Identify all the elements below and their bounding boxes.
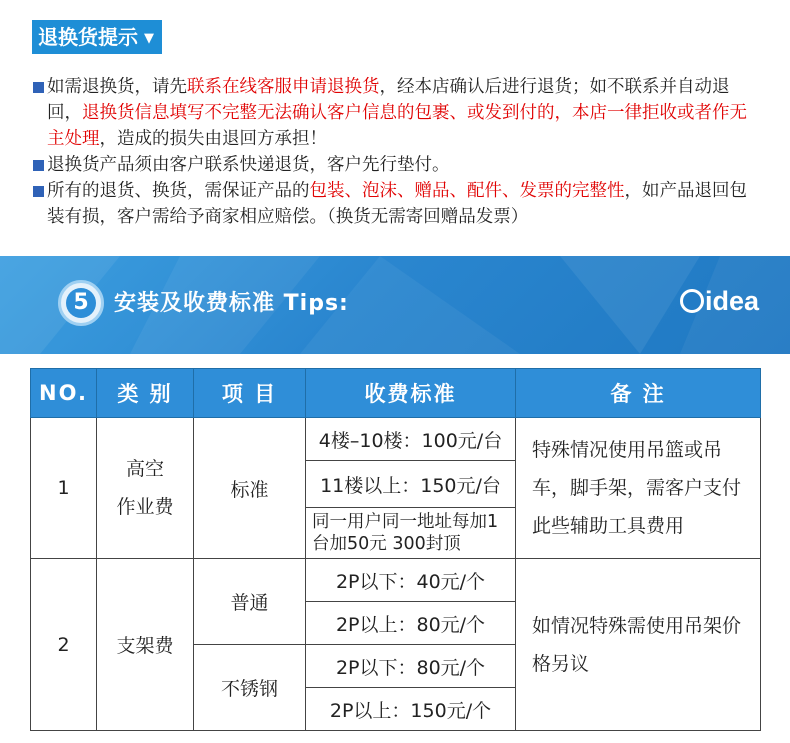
row-number: 1 [31,418,97,559]
notice-item [33,152,758,178]
square-bullet-icon [33,82,44,93]
header-category: 类 别 [97,369,194,418]
notice-text: 退换货产品须由客户联系快递退货，客户先行垫付。 [47,155,450,175]
step-number: 5 [66,288,96,318]
notice-highlight: 退换货信息填写不完整无法确认客户信息的包裹、或发到付的，本店一律拒收或者作无主处理 [47,103,747,149]
header-no: NO. [31,369,97,418]
notice-item [33,74,758,152]
fee-table [30,368,761,731]
dropdown-arrow-icon: ▼ [144,31,154,46]
midea-logo [680,286,759,317]
square-bullet-icon [33,186,44,197]
brand-text: idea [705,286,760,316]
row-note: 如情况特殊需使用吊架价格另议 [516,559,761,731]
header-fee: 收费标准 [306,369,516,418]
table-header-row [31,369,761,418]
notice-text: 如需退换货，请先 [47,77,187,97]
notice-text: 所有的退货、换货，需保证产品的 [47,181,310,201]
notice-highlight: 包装、泡沫、赠品、配件、发票的完整性 [309,181,625,201]
row-category: 支架费 [97,559,194,731]
notice-text: ，经本店确认后进行退货；如不联系并自动退回， [47,77,730,123]
notice-title-text: 退换货提示 [38,25,138,49]
row-item: 标准 [194,418,306,559]
table-row [31,559,761,602]
fee-cell: 2P以下：80元/个 [306,645,516,688]
section-banner [0,256,790,354]
fee-cell: 同一用户同一地址每加1台加50元 300封顶 [306,508,516,559]
row-item: 普通 [194,559,306,645]
header-item: 项 目 [194,369,306,418]
fee-cell: 2P以下：40元/个 [306,559,516,602]
row-number: 2 [31,559,97,731]
notice-title [32,20,162,54]
notice-text: ，如产品退回包装有损，客户需给予商家相应赔偿。（换货无需寄回赠品发票） [47,181,747,227]
square-bullet-icon [33,160,44,171]
header-note: 备 注 [516,369,761,418]
section-title: 安装及收费标准 Tips: [114,291,349,316]
fee-cell: 2P以上：80元/个 [306,602,516,645]
row-item: 不锈钢 [194,645,306,731]
notice-list [33,74,758,230]
fee-cell: 2P以上：150元/个 [306,688,516,731]
table-row [31,418,761,461]
row-note: 特殊情况使用吊篮或吊车，脚手架，需客户支付此些辅助工具费用 [516,418,761,559]
row-category: 高空 作业费 [97,418,194,559]
fee-cell: 4楼–10楼：100元/台 [306,418,516,461]
notice-item [33,178,758,230]
notice-highlight: 联系在线客服申请退换货 [187,77,380,97]
fee-cell: 11楼以上：150元/台 [306,461,516,508]
notice-text: ，造成的损失由退回方承担！ [99,129,327,149]
midea-m-icon [680,289,704,313]
step-number-badge [58,280,104,326]
